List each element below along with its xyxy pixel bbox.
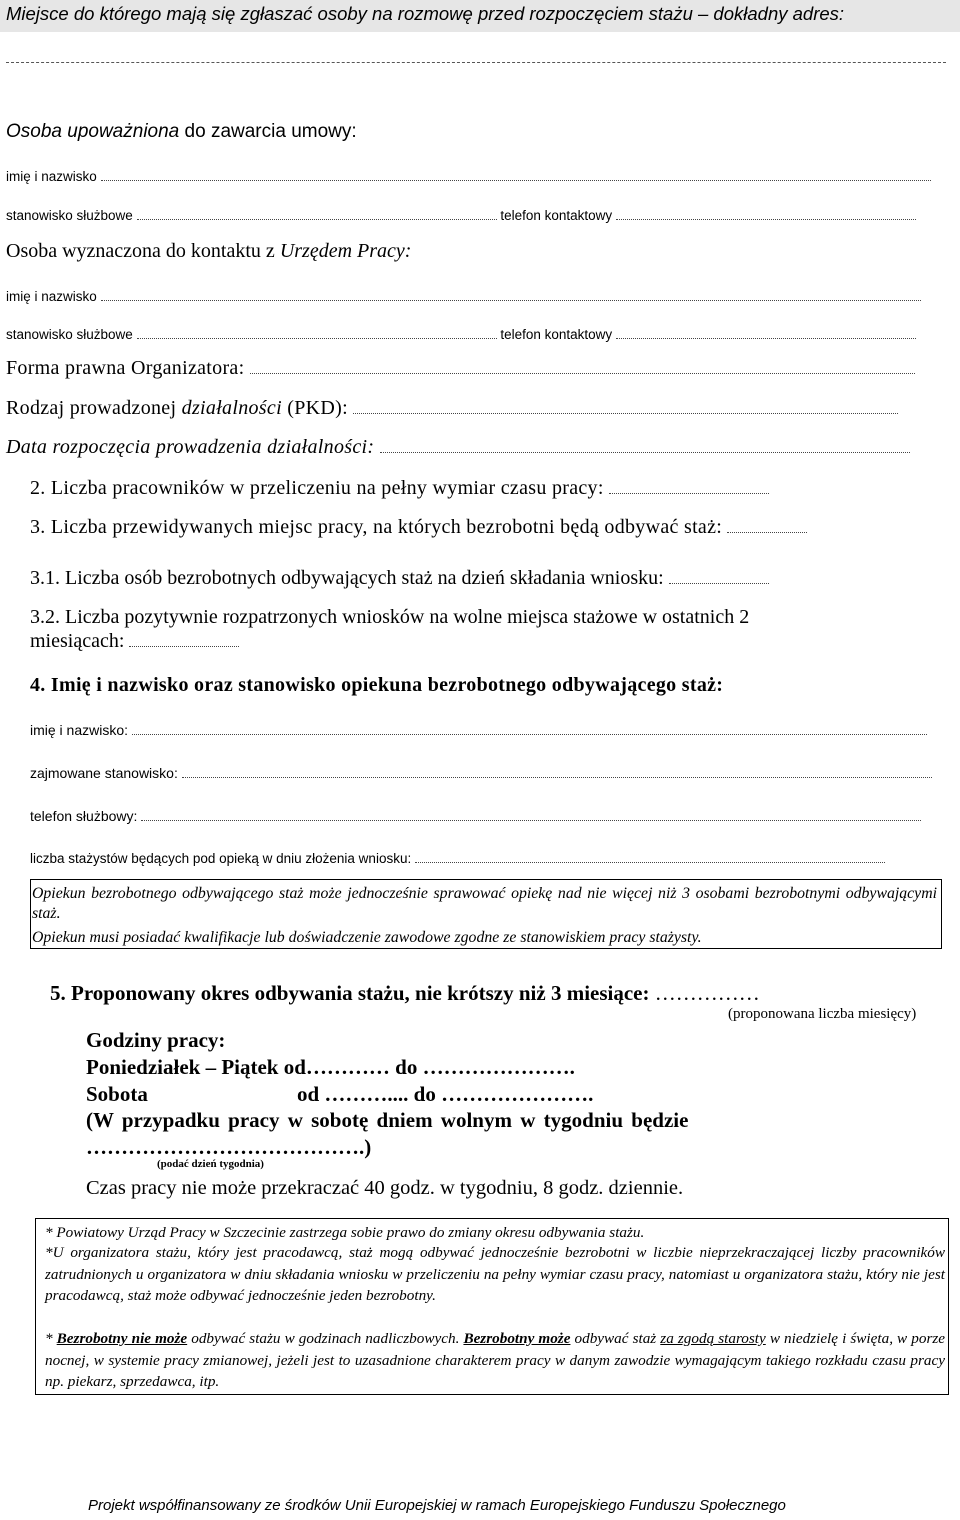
legal-form-field[interactable] [250, 373, 915, 374]
legal-form-row: Forma prawna Organizatora: [6, 357, 915, 380]
day-hint: (podać dzień tygodnia) [157, 1158, 264, 1170]
note-2: *U organizatora stażu, który jest pracodawcą, staż mogą odbywać jednocześnie bezrobotni w liczbie nieprzekraczającej liczby pracowników zatrudnionych u organizatora w dniu składania wniosku w przeliczeniu na pełny wymiar czasu pracy, natomiast u organizatora stażu, który nie jest pracodawcą, staż może odbywać jednocześnie jeden bezrobotny. [45, 1244, 945, 1304]
contact-name-row: imię i nazwisko [6, 289, 921, 304]
planned-places-field[interactable] [727, 532, 807, 533]
hours-limit: Czas pracy nie może przekraczać 40 godz. w tygodniu, 8 godz. dziennie. [86, 1177, 684, 1199]
business-type-field[interactable] [353, 413, 898, 414]
note-1: * Powiatowy Urząd Pracy w Szczecinie zastrzega sobie prawo do zmiany okresu odbywania stażu. [45, 1224, 645, 1241]
authorized-name-row: imię i nazwisko [6, 169, 931, 184]
contact-position-field[interactable] [137, 338, 497, 339]
saturday-label: Sobota [86, 1082, 148, 1106]
current-interns-field[interactable] [669, 583, 769, 584]
authorized-position-field[interactable] [137, 219, 497, 220]
authorized-position-row: stanowisko służbowe telefon kontaktowy [6, 208, 916, 223]
approved-applications-field[interactable] [129, 646, 239, 647]
mentor-phone-field[interactable] [141, 820, 921, 821]
period-hint: (proponowana liczba miesięcy) [728, 1006, 917, 1022]
free-day-field[interactable]: ………………………………….) [86, 1135, 372, 1159]
mentor-interns-field[interactable] [415, 862, 885, 863]
item-3-1-row: 3.1. Liczba osób bezrobotnych odbywających staż na dzień składania wniosku: [30, 567, 769, 590]
item-4-heading: 4. Imię i nazwisko oraz stanowisko opiekuna bezrobotnego odbywającego staż: [30, 674, 724, 696]
saturday-note: (W przypadku pracy w sobotę dniem wolnym w tygodniu będzie [86, 1108, 689, 1132]
mentor-position-field[interactable] [182, 777, 932, 778]
item-3-2-line1: 3.2. Liczba pozytywnie rozpatrzonych wniosków na wolne miejsca stażowe w ostatnich 2 [30, 606, 750, 628]
mentor-name-field[interactable] [132, 734, 927, 735]
start-date-field[interactable] [380, 452, 910, 453]
mentor-name-row: imię i nazwisko: [30, 722, 927, 738]
employees-count-field[interactable] [609, 493, 769, 494]
contact-phone-field[interactable] [616, 338, 916, 339]
item-3-row: 3. Liczba przewidywanych miejsc pracy, na których bezrobotni będą odbywać staż: [30, 516, 807, 539]
address-heading: Miejsce do którego mają się zgłaszać osoby na rozmowę przed rozpoczęciem stażu – dokładny adres: [6, 3, 845, 24]
authorized-phone-field[interactable] [616, 219, 916, 220]
footer-cofinancing: Projekt współfinansowany ze środków Unii Europejskiej w ramach Europejskiego Funduszu Społecznego [88, 1497, 786, 1514]
item-2-row: 2. Liczba pracowników w przeliczeniu na pełny wymiar czasu pracy: [30, 477, 769, 500]
mentor-phone-row: telefon służbowy: [30, 808, 921, 824]
mentor-note-p2: Opiekun musi posiadać kwalifikacje lub doświadczenie zawodowe zgodne ze stanowiskiem pracy stażysty. [32, 929, 702, 946]
business-type-row: Rodzaj prowadzonej działalności (PKD): [6, 397, 898, 420]
period-heading-row: 5. Proponowany okres odbywania stażu, nie krótszy niż 3 miesiące: …………… [50, 981, 760, 1005]
contact-position-row: stanowisko służbowe telefon kontaktowy [6, 327, 916, 342]
contact-person-heading: Osoba wyznaczona do kontaktu z Urzędem Pracy: [6, 240, 412, 262]
authorized-name-field[interactable] [101, 180, 931, 181]
mentor-interns-row: liczba stażystów będących pod opieką w dniu złożenia wniosku: [30, 851, 885, 866]
item-3-2-line2: miesiącach: [30, 630, 239, 653]
saturday-hours[interactable]: od ……….... do …………………. [297, 1082, 594, 1106]
weekday-hours[interactable]: Poniedziałek – Piątek od………… do …………………. [86, 1055, 575, 1079]
mentor-position-row: zajmowane stanowisko: [30, 765, 932, 781]
mentor-note-p1: Opiekun bezrobotnego odbywającego staż może jednocześnie sprawować opiekę nad nie więcej niż 3 osobami bezrobotnymi odbywającymi staż. [32, 885, 937, 922]
contact-name-field[interactable] [101, 300, 921, 301]
address-fill-line[interactable] [6, 62, 946, 63]
hours-title: Godziny pracy: [86, 1028, 226, 1052]
authorized-person-heading: Osoba upoważniona do zawarcia umowy: [6, 121, 357, 142]
note-3: * Bezrobotny nie może odbywać stażu w godzinach nadliczbowych. Bezrobotny może odbywać staż za zgodą starosty w niedzielę i święta, w porze nocnej, w systemie pracy zmianowej, jeżeli jest to uzasadnione charakterem pracy w danym zawodzie wymagającym takiego rozkładu czasu pracy np. piekarz, sprzedawca, itp. [45, 1330, 946, 1390]
start-date-row: Data rozpoczęcia prowadzenia działalności: [6, 436, 910, 459]
